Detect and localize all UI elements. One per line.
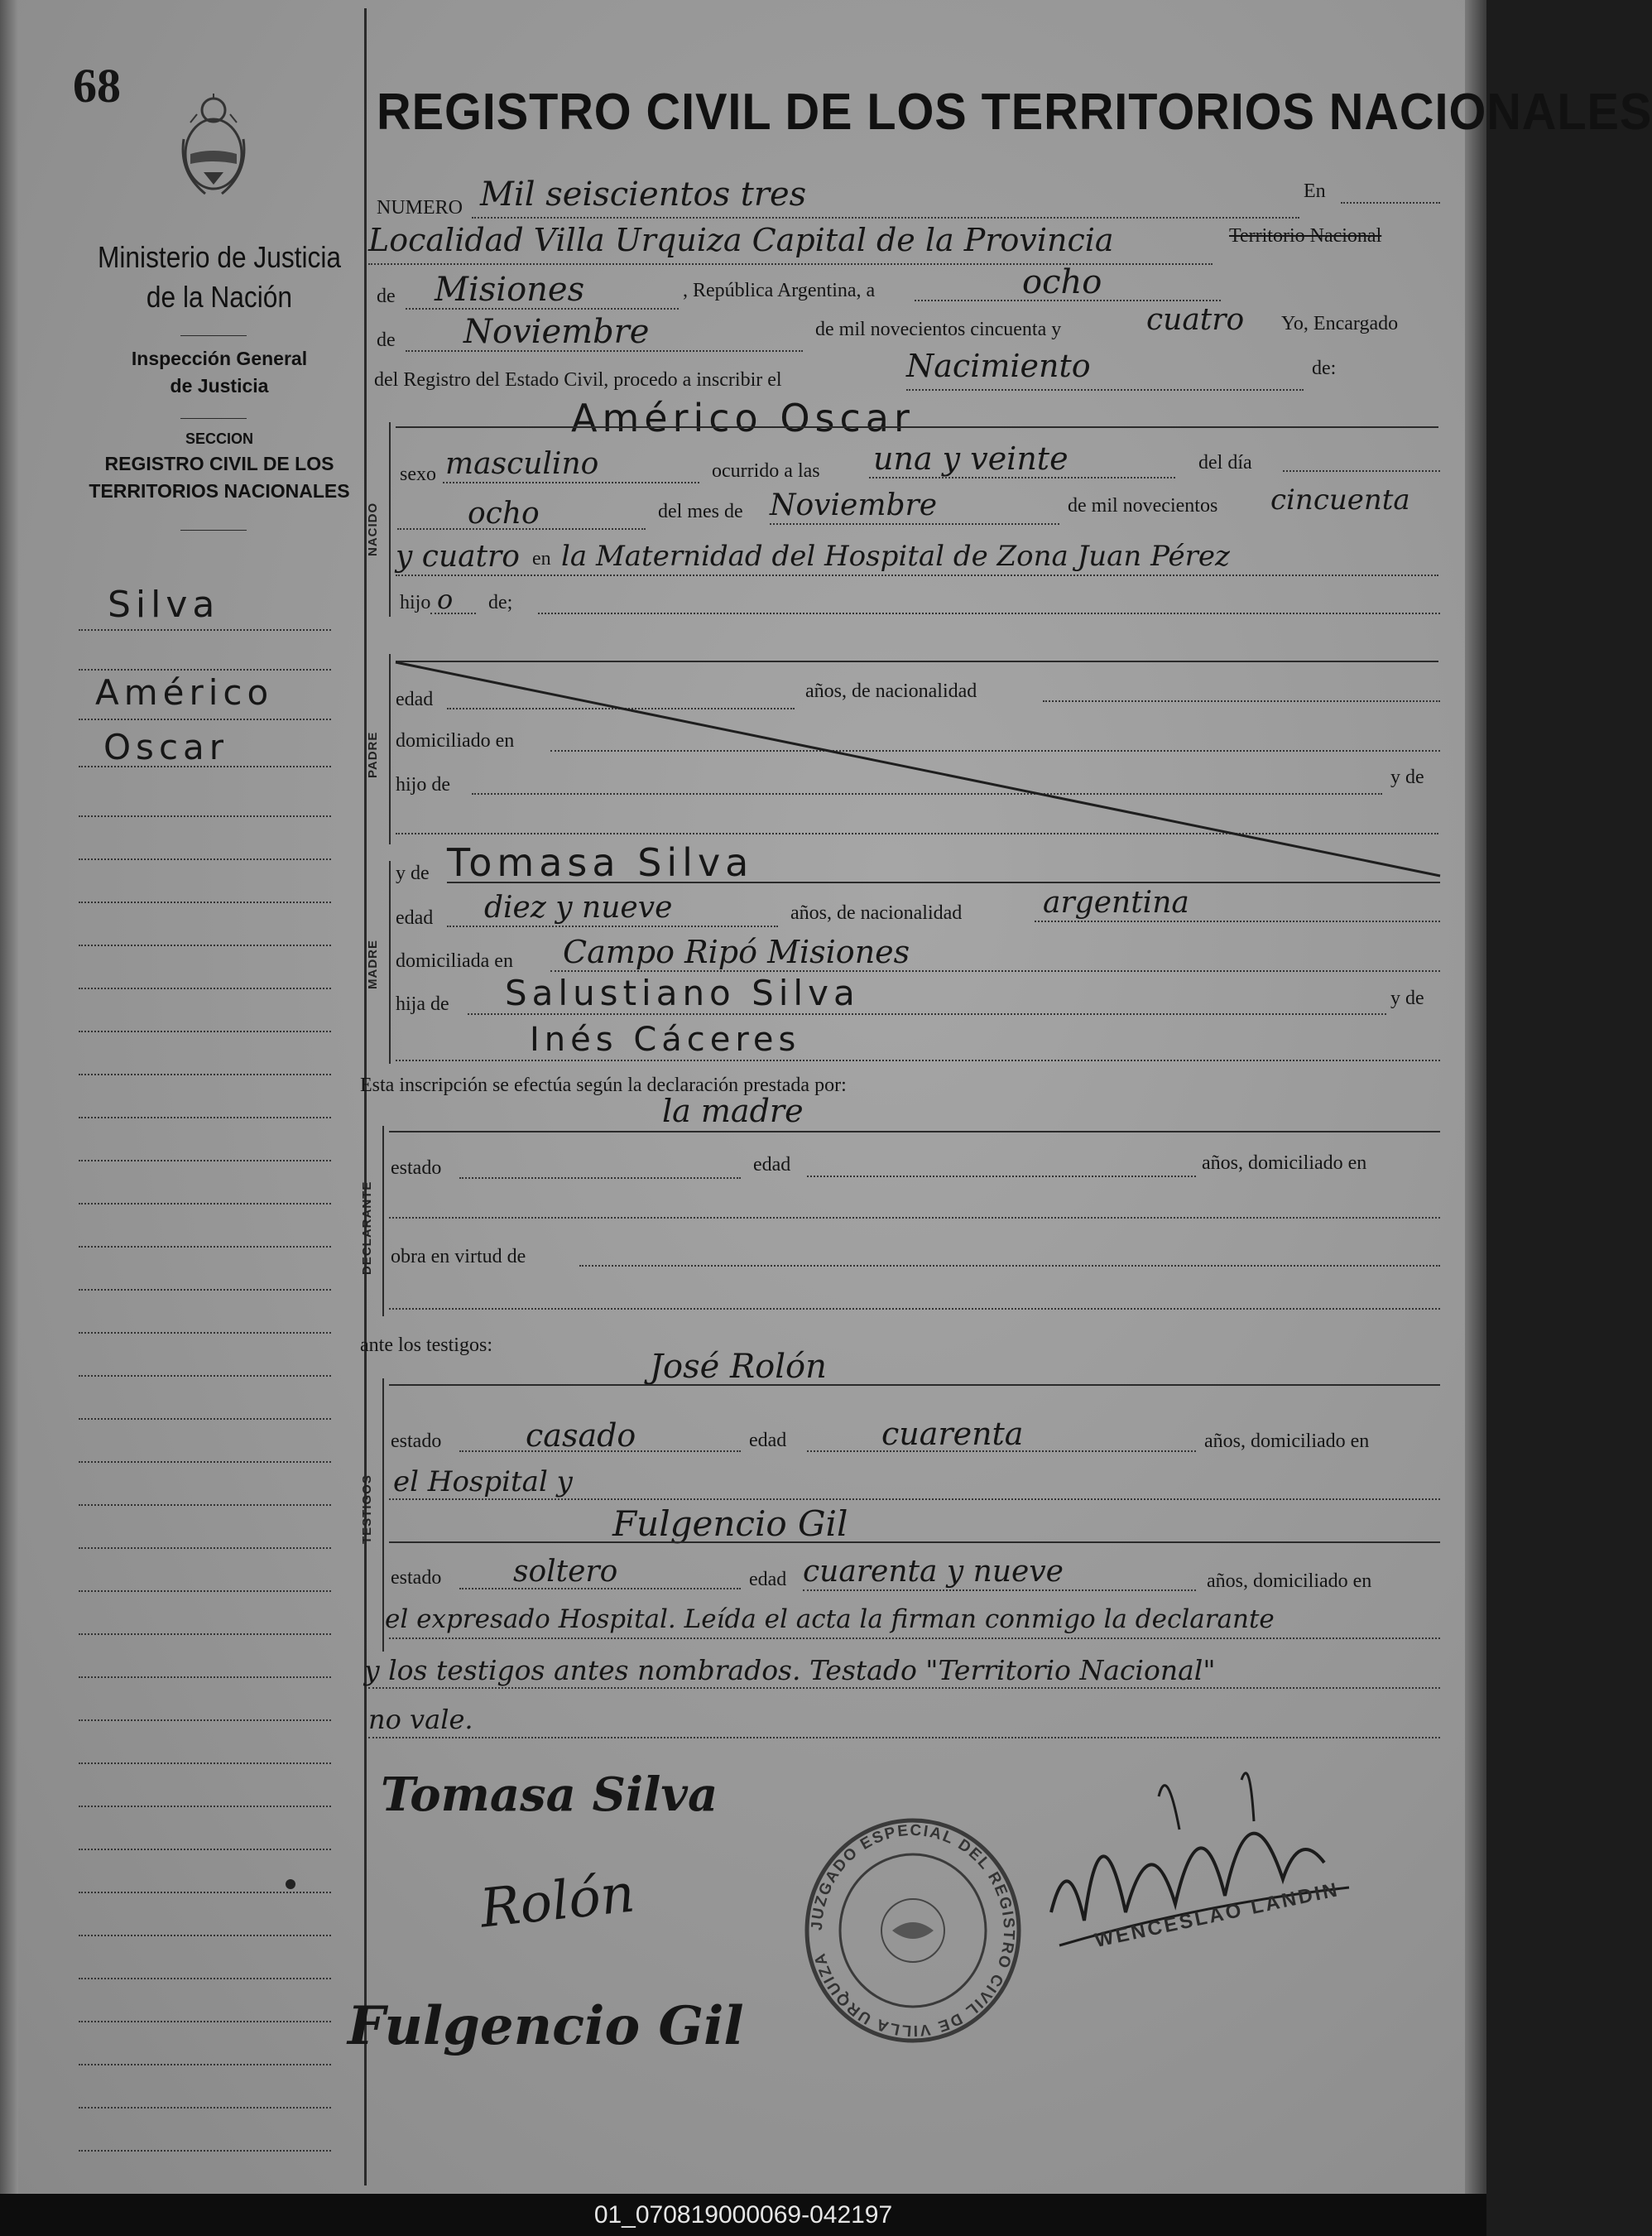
sidebar-ruled-line: [79, 1633, 331, 1635]
declaracion-value: la madre: [662, 1093, 804, 1129]
de-label-2: de: [377, 329, 396, 351]
sidebar-ruled-line: [79, 1676, 331, 1678]
witness1-domicilio-line: [389, 1498, 1440, 1500]
witness2-name: Fulgencio Gil: [612, 1503, 848, 1544]
testigos-rule: [382, 1378, 384, 1652]
month-line: [406, 350, 803, 352]
sidebar-ruled-line: [79, 1074, 331, 1075]
sidebar-ruled-line: [79, 858, 331, 860]
sidebar-given-name1: Américo: [95, 672, 274, 713]
sidebar-ruled-line: [79, 1978, 331, 1979]
numero-label: NUMERO: [377, 197, 463, 219]
sidebar-surname: Silva: [108, 584, 220, 626]
declarante-estado-label: estado: [391, 1157, 442, 1179]
witness1-domicilio-value: el Hospital y: [393, 1465, 573, 1498]
officer-signature: [1035, 1747, 1357, 1970]
madre-mother-value: Inés Cáceres: [530, 1021, 801, 1059]
declarante-extra-line: [389, 1308, 1440, 1310]
sidebar-ruled-line: [79, 1332, 331, 1334]
sidebar-divider: [180, 418, 247, 419]
nacido-month-value: Noviembre: [770, 488, 938, 522]
year-value: cuatro: [1146, 303, 1245, 337]
madre-domicilio-value: Campo Ripó Misiones: [563, 934, 910, 970]
territorio-label: Territorio Nacional: [1229, 225, 1382, 247]
declarante-anos-label: años, domiciliado en: [1202, 1152, 1367, 1174]
de-label: de: [377, 286, 396, 307]
ante-testigos-label: ante los testigos:: [360, 1334, 492, 1356]
declaracion-text: Esta inscripción se efectúa según la declaración prestada por:: [360, 1075, 847, 1096]
nacido-month-line: [770, 523, 1059, 525]
nacido-de-line: [538, 613, 1440, 614]
nacido-rule: [389, 422, 391, 617]
sidebar-given-name2: Oscar: [103, 727, 229, 767]
witness2-estado-value: soltero: [513, 1555, 618, 1589]
year-value1: cincuenta: [1270, 483, 1410, 517]
witness2-estado-line: [459, 1588, 741, 1589]
place-value: Localidad Villa Urquiza Capital de la Provincia: [368, 222, 1114, 258]
page-edge-shadow: [1465, 0, 1486, 2194]
sidebar-ruled-line: [79, 1375, 331, 1377]
inspection-line2: de Justicia: [170, 375, 269, 397]
declarante-top-line: [389, 1131, 1440, 1132]
province-line: [406, 308, 679, 310]
inspection-line1: Inspección General: [131, 348, 308, 369]
madre-anos-label: años, de nacionalidad: [790, 902, 963, 924]
madre-section-label: MADRE: [366, 940, 380, 989]
numero-line: [472, 217, 1299, 219]
ministry-line2: de la Nación: [146, 280, 293, 314]
madre-hija-de-label: hija de: [396, 993, 449, 1015]
margin-rule: [364, 8, 367, 2186]
de-colon-label: de:: [1312, 358, 1337, 379]
testigos-section-label: TESTIGOS: [360, 1474, 374, 1544]
sidebar-ruled-line: [79, 1418, 331, 1420]
birthplace-value: la Maternidad del Hospital de Zona Juan Pérez: [561, 540, 1230, 573]
sidebar-ruled-line: [79, 1547, 331, 1549]
day-value: ocho: [468, 497, 540, 531]
yo-label: Yo, Encargado: [1281, 313, 1399, 334]
sidebar-ruled-line: [79, 1806, 331, 1807]
sidebar-ruled-line: [79, 815, 331, 817]
closing-line1: el expresado Hospital. Leída el acta la firman conmigo la declarante: [385, 1604, 1275, 1634]
sidebar-ruled-line: [79, 1762, 331, 1764]
padre-domiciliado-label: domiciliado en: [396, 730, 515, 752]
del-dia-line: [1283, 470, 1440, 472]
ocurrido-label: ocurrido a las: [712, 460, 820, 482]
coat-of-arms-icon: [172, 89, 255, 205]
witness2-anos-label: años, domiciliado en: [1207, 1570, 1372, 1592]
sidebar-ruled-line: [79, 1117, 331, 1118]
ink-blot: [286, 1879, 295, 1889]
sidebar-ruled-line: [79, 1849, 331, 1850]
witness1-name: José Rolón: [650, 1348, 827, 1386]
declarante-obra-label: obra en virtud de: [391, 1246, 526, 1267]
witness1-edad-line: [807, 1450, 1196, 1452]
nacido-name-value: Américo Oscar: [571, 396, 915, 440]
madre-edad-label: edad: [396, 907, 434, 929]
sidebar-ruled-line: [79, 766, 331, 767]
hour-value: una y veinte: [873, 440, 1069, 477]
officer-stamp-text: WENCESLAO LANDIN: [1093, 1878, 1342, 1953]
witness1-signature: Rolón: [477, 1863, 638, 1940]
seal-text: JUZGADO ESPECIAL DEL REGISTRO CIVIL DE VILLA URQUIZA: [808, 1821, 1018, 2040]
sidebar-ruled-line: [79, 1504, 331, 1506]
witness1-edad-value: cuarenta: [881, 1416, 1024, 1452]
section-line2: TERRITORIOS NACIONALES: [89, 480, 350, 502]
declarante-edad-line: [807, 1176, 1196, 1177]
madre-y-de-label-2: y de: [1390, 988, 1424, 1009]
declarante-domicilio-line: [389, 1217, 1440, 1219]
page-title: REGISTRO CIVIL DE LOS TERRITORIOS NACIONALES: [377, 84, 1652, 141]
hijo-value: o: [437, 584, 454, 615]
section-label: SECCION: [185, 430, 253, 447]
sidebar-ruled-line: [79, 1160, 331, 1161]
nacido-section-label: NACIDO: [366, 502, 380, 556]
sidebar-divider: [180, 335, 247, 336]
del-dia-label: del día: [1198, 452, 1252, 474]
declarante-section-label: DECLARANTE: [360, 1181, 374, 1275]
sidebar-ruled-line: [79, 1590, 331, 1592]
sexo-line: [443, 482, 699, 483]
witness2-estado-label: estado: [391, 1567, 442, 1589]
sidebar-ruled-line: [79, 1289, 331, 1291]
sidebar-ruled-line: [79, 1461, 331, 1463]
witness2-name-line: [389, 1541, 1440, 1543]
declarante-rule: [382, 1126, 384, 1316]
closing-line1-rule: [389, 1637, 1440, 1639]
year-label: de mil novecientos cincuenta y: [815, 319, 1062, 340]
official-seal-stamp: [801, 1815, 1025, 2046]
sidebar-ruled-line: [79, 669, 331, 671]
witness1-estado-value: casado: [526, 1417, 636, 1454]
sidebar-ruled-line: [79, 2021, 331, 2022]
birthplace-line: [396, 575, 1438, 576]
sidebar-ruled-line: [79, 629, 331, 631]
sidebar-ruled-line: [79, 2064, 331, 2065]
witness1-edad-label: edad: [749, 1430, 787, 1451]
closing-line2: y los testigos antes nombrados. Testado "Territorio Nacional": [364, 1654, 1216, 1686]
nacido-day-line: [397, 528, 646, 530]
madre-nacionalidad-line: [1035, 921, 1440, 922]
padre-section-label: PADRE: [366, 731, 380, 778]
sidebar-ruled-line: [79, 2107, 331, 2109]
sidebar-ruled-line: [79, 719, 331, 720]
madre-father-value: Salustiano Silva: [505, 973, 860, 1013]
witness2-edad-line: [803, 1589, 1196, 1591]
madre-rule: [389, 861, 391, 1064]
month-value: Noviembre: [463, 313, 650, 351]
declarante-obra-line: [579, 1265, 1440, 1267]
madre-name-value: Tomasa Silva: [447, 840, 754, 885]
sexo-label: sexo: [400, 464, 436, 485]
witness1-estado-line: [459, 1450, 741, 1452]
sidebar-ruled-line: [79, 1935, 331, 1936]
sidebar-ruled-line: [79, 2150, 331, 2152]
hijo-line: [430, 613, 476, 614]
closing-line3: no vale.: [368, 1704, 473, 1735]
closing-line3-rule: [368, 1737, 1440, 1738]
madre-edad-line: [447, 926, 778, 927]
madre-name-line: [447, 882, 1440, 883]
madre-mother-line: [396, 1060, 1440, 1061]
padre-rule: [389, 654, 391, 844]
padre-y-de-label: y de: [1390, 767, 1424, 788]
nacido-name-line: [396, 426, 1438, 428]
witness1-estado-label: estado: [391, 1431, 442, 1452]
madre-domicilio-line: [550, 970, 1440, 972]
binding-shadow: [0, 0, 18, 2194]
padre-anos-label: años, de nacionalidad: [805, 680, 977, 702]
ministry-line1: Ministerio de Justicia: [97, 240, 342, 274]
section-line1: REGISTRO CIVIL DE LOS: [104, 453, 334, 474]
madre-nacionalidad-value: argentina: [1043, 886, 1189, 920]
page-number: 68: [73, 59, 121, 113]
republica-label: , República Argentina, a: [683, 280, 876, 301]
del-mes-label: del mes de: [658, 501, 743, 522]
mother-signature: Tomasa Silva: [381, 1767, 718, 1822]
sexo-value: masculino: [445, 447, 599, 481]
padre-edad-label: edad: [396, 689, 434, 710]
sidebar-ruled-line: [79, 1892, 331, 1893]
witness2-edad-label: edad: [749, 1569, 787, 1590]
en-line: [1341, 202, 1440, 204]
day-value: ocho: [1022, 263, 1102, 301]
madre-father-line: [468, 1013, 1386, 1015]
province-value: Misiones: [435, 271, 585, 309]
madre-edad-value: diez y nueve: [484, 891, 673, 925]
day-line: [915, 300, 1221, 301]
sidebar-ruled-line: [79, 945, 331, 946]
year-label: de mil novecientos: [1068, 495, 1218, 517]
nacido-de-label: de;: [488, 592, 513, 613]
en-label: En: [1304, 180, 1326, 202]
witness2-signature: Fulgencio Gil: [348, 1995, 744, 2057]
sidebar-ruled-line: [79, 1203, 331, 1205]
declarante-edad-label: edad: [753, 1154, 791, 1176]
hour-line: [869, 477, 1175, 478]
year-value2: y cuatro: [396, 540, 520, 574]
witness1-name-line: [389, 1384, 1440, 1386]
declarante-estado-line: [459, 1177, 741, 1179]
sidebar-ruled-line: [79, 902, 331, 903]
closing-line2-rule: [368, 1687, 1440, 1689]
padre-hijo-de-label: hijo de: [396, 774, 450, 796]
witness1-anos-label: años, domiciliado en: [1204, 1431, 1370, 1452]
witness2-edad-value: cuarenta y nueve: [803, 1555, 1064, 1589]
sidebar-ruled-line: [79, 988, 331, 989]
sidebar-ruled-line: [79, 1031, 331, 1032]
madre-y-de-label: y de: [396, 863, 430, 884]
registro-label: del Registro del Estado Civil, procedo a inscribir el: [374, 369, 782, 391]
nacido-en-label: en: [532, 548, 551, 570]
madre-domiciliada-label: domiciliada en: [396, 950, 513, 972]
act-line: [906, 389, 1304, 391]
numero-value: Mil seiscientos tres: [480, 176, 807, 214]
footer-file-id: 01_070819000069-042197: [0, 2194, 1486, 2236]
hijo-label: hijo: [400, 592, 431, 613]
act-value: Nacimiento: [906, 348, 1091, 384]
sidebar-divider: [180, 530, 247, 531]
sidebar-ruled-line: [79, 1246, 331, 1248]
sidebar-ruled-line: [79, 1719, 331, 1721]
